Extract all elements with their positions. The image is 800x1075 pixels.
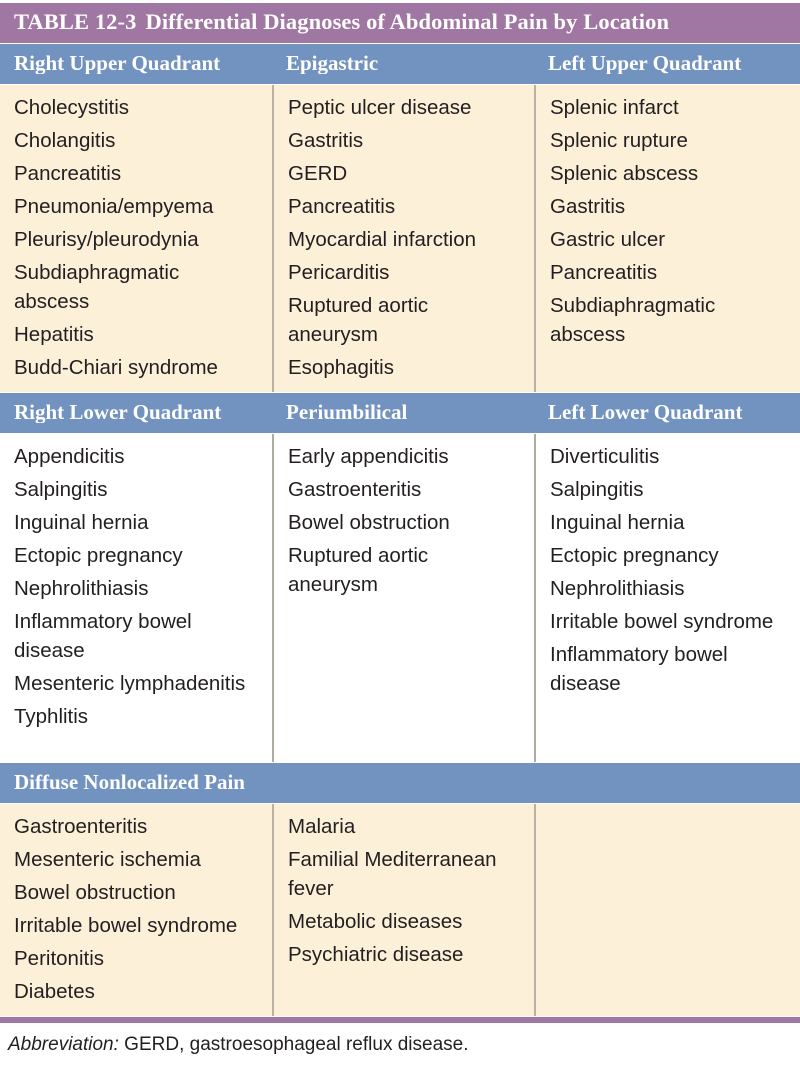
list-item: Splenic rupture [550, 128, 688, 152]
list-item: Inguinal hernia [550, 510, 685, 534]
list-item: Inflammatory bowel disease [14, 610, 192, 663]
list-item: Splenic infarct [550, 95, 679, 119]
list-item: Gastroenteritis [14, 814, 148, 838]
list-item: Cholangitis [14, 128, 116, 152]
column-header-right-upper-quadrant: Right Upper Quadrant [14, 53, 221, 74]
column-diffuse-second [272, 804, 534, 1016]
list-item: Pancreatitis [550, 261, 658, 285]
list-item: Inflammatory bowel disease [550, 643, 728, 696]
list-item: Bowel obstruction [288, 510, 450, 534]
list-item: Ruptured aortic aneurysm [288, 543, 429, 596]
table-title-bar [0, 0, 800, 43]
list-item: Subdiaphragmatic abscess [550, 294, 716, 347]
list-item: Hepatitis [14, 323, 94, 347]
list-item: Diverticulitis [550, 444, 660, 468]
column-left-upper-quadrant [534, 85, 800, 392]
section-body-diffuse [0, 804, 800, 1016]
list-item: Bowel obstruction [14, 880, 176, 904]
list-item: Splenic abscess [550, 161, 699, 185]
list-item: Mesenteric ischemia [14, 847, 201, 871]
list-item: Gastritis [550, 194, 626, 218]
list-item: Budd-Chiari syndrome [14, 356, 218, 380]
column-header-right-lower-quadrant: Right Lower Quadrant [14, 402, 222, 423]
section-header-upper [0, 43, 800, 85]
list-item: Salpingitis [14, 477, 108, 501]
list-item: Ectopic pregnancy [14, 543, 183, 567]
list-item: Myocardial infarction [288, 227, 476, 251]
column-header-left-upper-quadrant: Left Upper Quadrant [548, 53, 742, 74]
list-item: Subdiaphragmatic abscess [14, 261, 180, 314]
list-item: Pancreatitis [288, 194, 396, 218]
list-item: Mesenteric lymphadenitis [14, 672, 246, 696]
list-item: Pneumonia/empyema [14, 194, 214, 218]
list-item: Typhlitis [14, 705, 89, 729]
column-periumbilical [272, 434, 534, 762]
section-body-lower [0, 434, 800, 762]
column-diffuse-third-empty [534, 804, 800, 1016]
list-item: Nephrolithiasis [14, 576, 149, 600]
abbreviation-label: Abbreviation: [8, 1033, 119, 1055]
list-item: Ectopic pregnancy [550, 543, 719, 567]
list-item: Cholecystitis [14, 95, 130, 119]
list-item: Irritable bowel syndrome [550, 610, 774, 634]
table-bottom-rule [0, 1016, 800, 1023]
list-item: Metabolic diseases [288, 909, 463, 933]
column-header-left-lower-quadrant: Left Lower Quadrant [548, 402, 743, 423]
list-item: Irritable bowel syndrome [14, 913, 238, 937]
column-epigastric [272, 85, 534, 392]
list-item: Ruptured aortic aneurysm [288, 294, 429, 347]
column-header-periumbilical: Periumbilical [286, 402, 408, 423]
column-right-upper-quadrant [0, 85, 272, 392]
list-item: Appendicitis [14, 444, 125, 468]
column-header-diffuse-nonlocalized-pain: Diffuse Nonlocalized Pain [14, 772, 245, 793]
column-header-epigastric: Epigastric [286, 53, 379, 74]
section-body-upper [0, 85, 800, 392]
list-item: Diabetes [14, 980, 95, 1004]
list-item: Gastric ulcer [550, 227, 666, 251]
list-item: Pleurisy/pleurodynia [14, 227, 199, 251]
list-item: Gastritis [288, 128, 364, 152]
section-header-lower [0, 392, 800, 434]
list-item: Malaria [288, 814, 356, 838]
column-right-lower-quadrant [0, 434, 272, 762]
list-item: GERD [288, 161, 348, 185]
list-item: Peptic ulcer disease [288, 95, 472, 119]
list-item: Familial Mediterranean fever [288, 847, 497, 900]
page-title: Differential Diagnoses of Abdominal Pain by Location [145, 9, 670, 34]
list-item: Esophagitis [288, 356, 394, 380]
table-footnote [0, 1023, 800, 1057]
list-item: Early appendicitis [288, 444, 449, 468]
table-number-label: TABLE 12-3 [14, 9, 137, 34]
list-item: Inguinal hernia [14, 510, 149, 534]
list-item: Psychiatric disease [288, 942, 464, 966]
section-header-diffuse [0, 762, 800, 804]
column-diffuse-first [0, 804, 272, 1016]
list-item: Pancreatitis [14, 161, 122, 185]
column-left-lower-quadrant [534, 434, 800, 762]
list-item: Gastroenteritis [288, 477, 422, 501]
list-item: Pericarditis [288, 261, 390, 285]
list-item: Salpingitis [550, 477, 644, 501]
abbreviation-text: GERD, gastroesophageal reflux disease. [118, 1033, 469, 1055]
list-item: Peritonitis [14, 946, 105, 970]
list-item: Nephrolithiasis [550, 576, 685, 600]
